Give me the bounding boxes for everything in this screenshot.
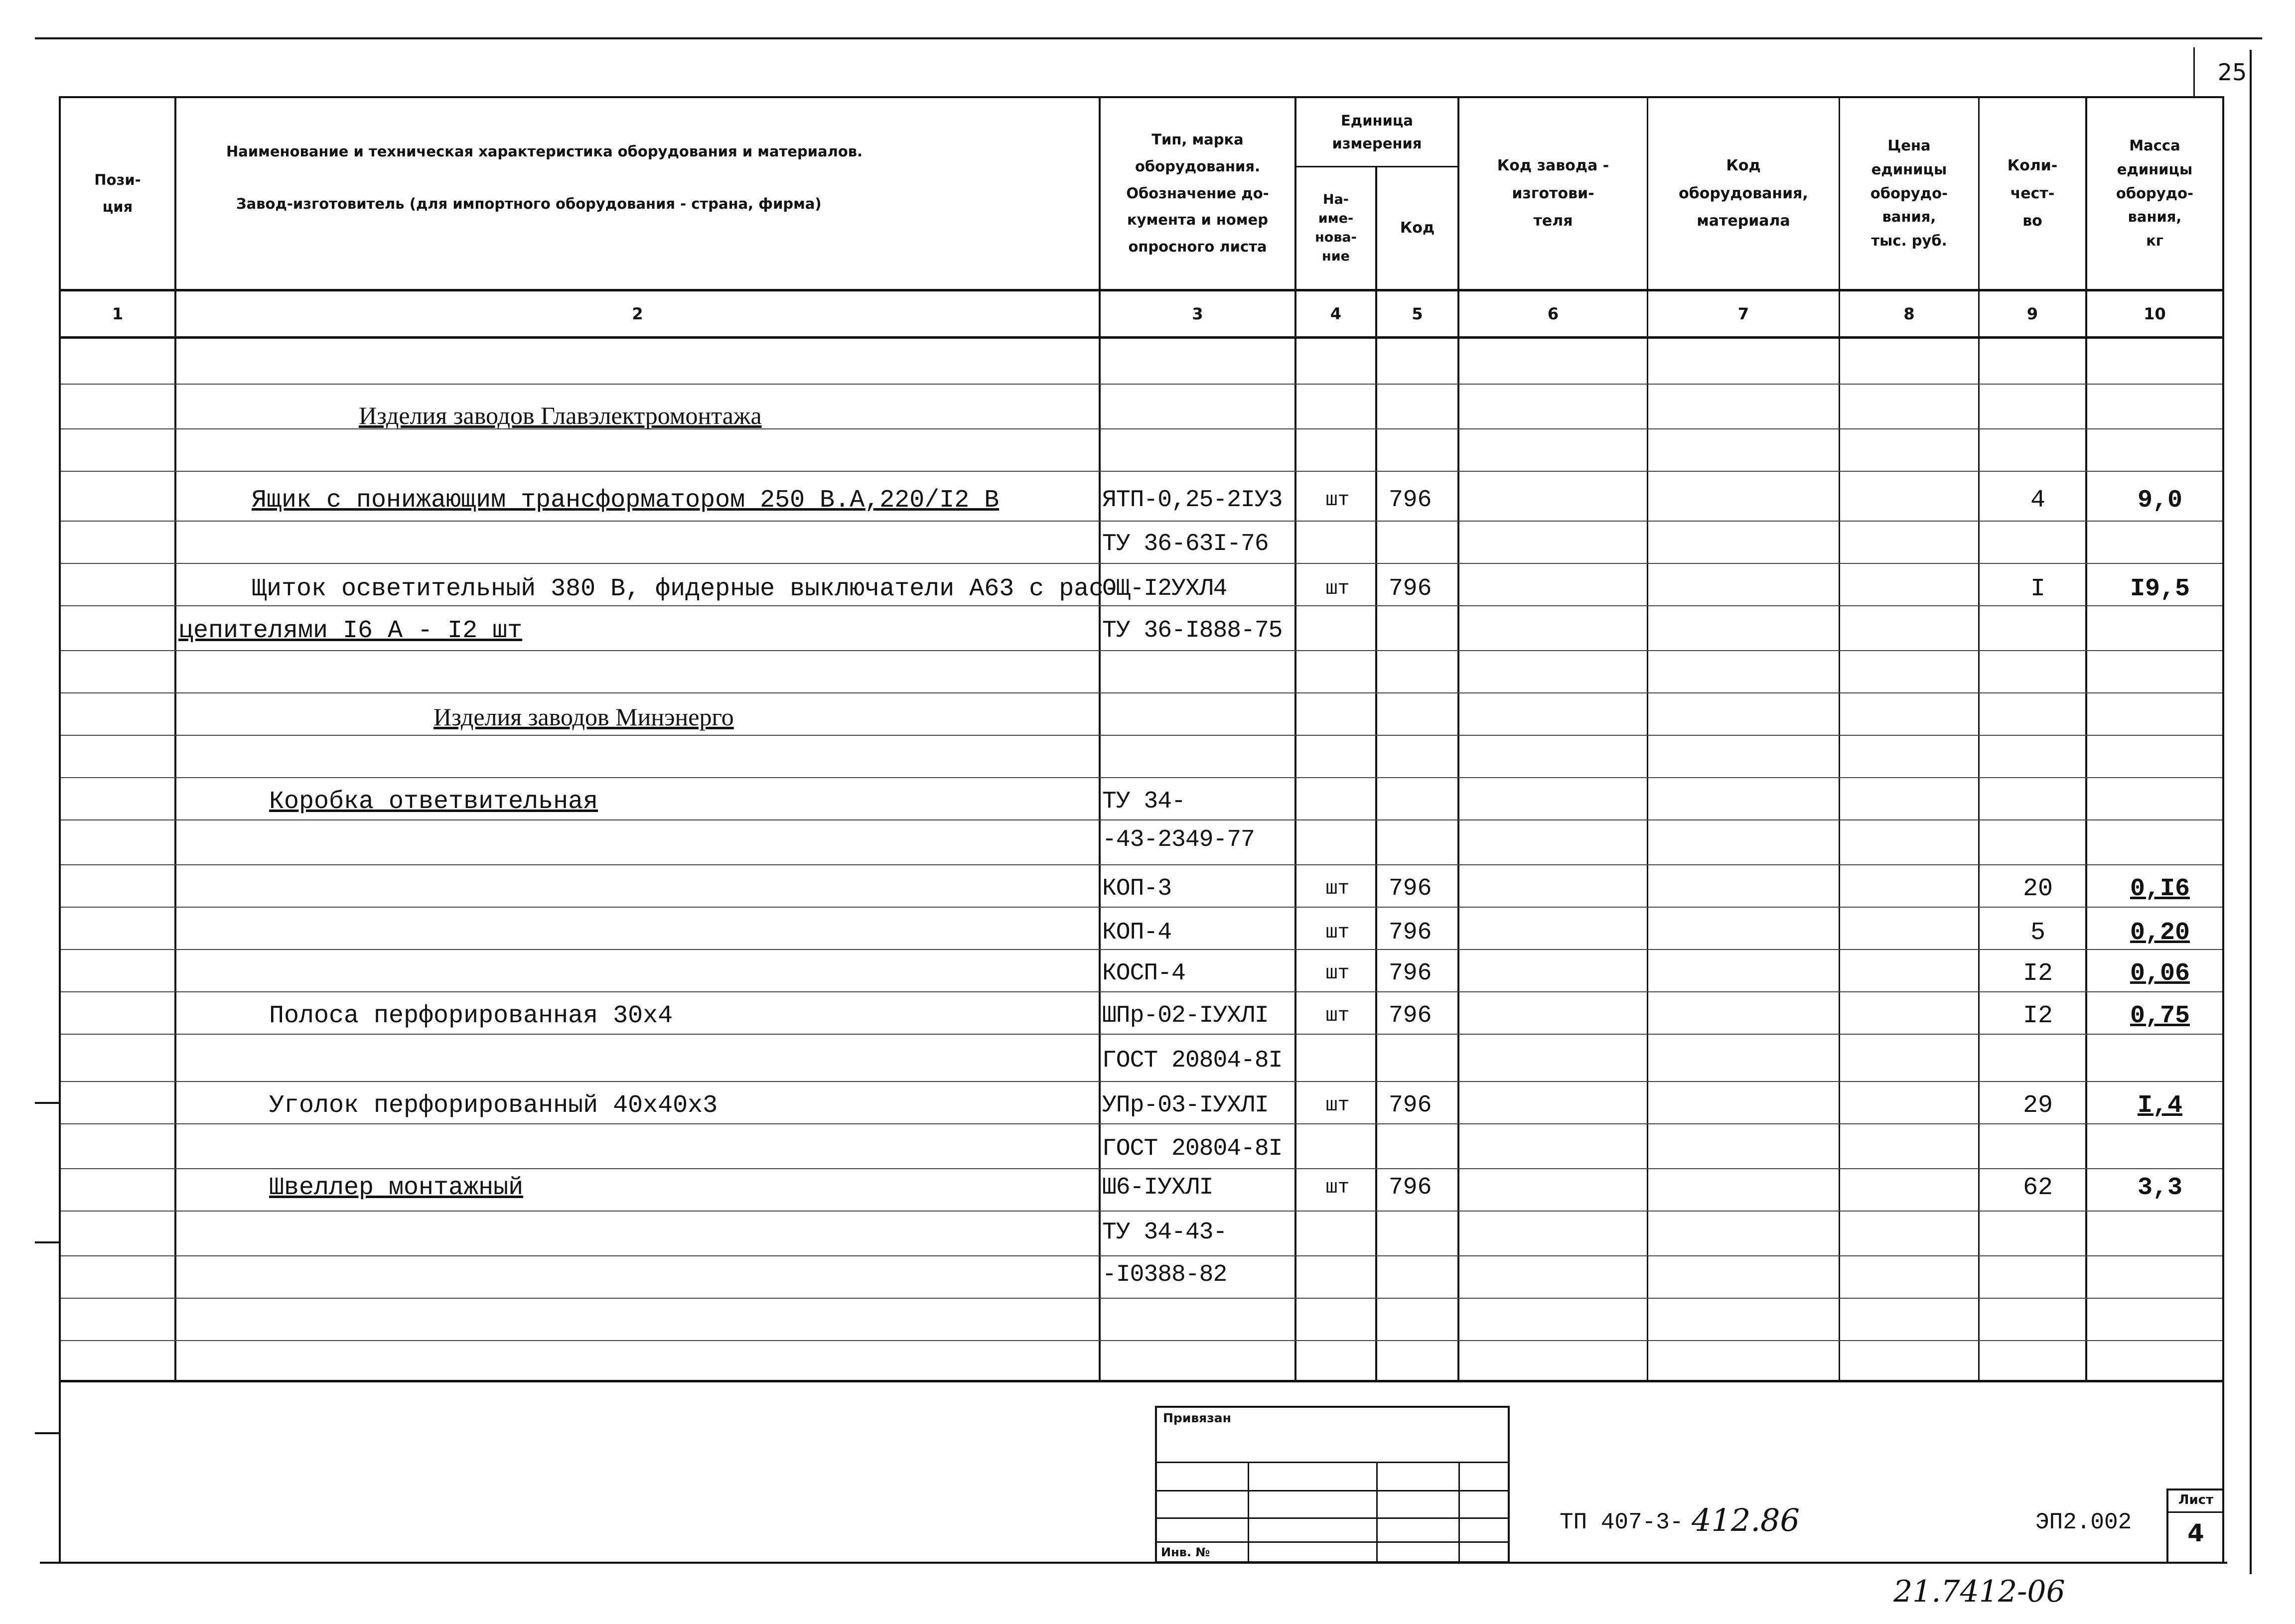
bottom-handwritten-number: 21.7412-06	[1893, 1574, 2065, 1609]
row-divider	[61, 471, 2222, 472]
item-mass: 0,06	[2130, 959, 2190, 988]
item-type: -43-2349-77	[1102, 826, 1255, 853]
section-title-minenergo: Изделия заводов Минэнерго	[433, 703, 734, 731]
item-type: Ш6-IУХЛI	[1102, 1174, 1213, 1201]
item-quantity: 5	[2030, 918, 2045, 947]
row-divider	[61, 384, 2222, 385]
col-line-1	[174, 96, 176, 1381]
item-mass: 9,0	[2137, 486, 2182, 515]
stamp-vline	[1248, 1462, 1249, 1564]
header-name	[176, 98, 1098, 289]
doc-code: ТП 407-3-	[1560, 1509, 1684, 1535]
header-equipment-code: Код оборудования, материала	[1679, 157, 1808, 230]
colnum-2: 2	[632, 304, 643, 323]
colnum-10: 10	[2144, 304, 2166, 323]
item-quantity: I	[2030, 574, 2045, 603]
item-mass: 0,20	[2130, 918, 2190, 947]
item-unit: шт	[1325, 1094, 1350, 1117]
sheet-number: 25	[2217, 59, 2247, 86]
margin-mark	[35, 1102, 60, 1104]
row-divider	[61, 1298, 2222, 1299]
item-unit: шт	[1325, 577, 1350, 600]
item-mass: 3,3	[2137, 1173, 2182, 1202]
item-type: ЯТП-0,25-2IУ3	[1102, 487, 1283, 514]
header-position: Пози- ция	[94, 171, 141, 215]
stamp-line	[1157, 1517, 1510, 1519]
item-unit-code: 796	[1389, 960, 1432, 987]
item-type: КОП-3	[1102, 875, 1172, 902]
header-type: Тип, марка оборудования. Обозначение до- кумента и номер опросного листа	[1126, 131, 1269, 255]
item-unit: шт	[1325, 921, 1350, 944]
row-divider	[61, 864, 2222, 865]
stamp-line	[1157, 1541, 1510, 1543]
item-quantity: 29	[2022, 1091, 2053, 1120]
item-name: Полоса перфорированная 30х4	[269, 1001, 673, 1030]
item-unit-code: 796	[1389, 875, 1432, 902]
item-type: ТУ 34-43-	[1102, 1219, 1227, 1246]
inv-no-label: Инв. №	[1161, 1545, 1210, 1559]
item-quantity: I2	[2022, 1001, 2053, 1030]
row-divider	[61, 735, 2222, 736]
approval-stamp	[1155, 1406, 1510, 1563]
header-factory-code: Код завода - изготови- теля	[1497, 157, 1609, 230]
col-line-8	[1978, 96, 1980, 1381]
item-type: -I0388-82	[1102, 1261, 1227, 1288]
item-unit: шт	[1325, 1176, 1350, 1199]
item-unit-code: 796	[1389, 487, 1432, 514]
margin-mark	[35, 1241, 60, 1243]
item-unit-code: 796	[1389, 575, 1432, 602]
colnum-9: 9	[2026, 304, 2038, 323]
item-quantity: 4	[2030, 486, 2045, 515]
item-type: ГОСТ 20804-8I	[1102, 1047, 1283, 1074]
item-mass: I,4	[2137, 1091, 2182, 1120]
item-mass: 0,I6	[2130, 874, 2190, 903]
item-name: Коробка ответвительная	[269, 787, 598, 816]
header-unit-name: На- име- нова- ние	[1315, 192, 1357, 264]
sheet-number-box-left	[2193, 47, 2195, 97]
col-line-10	[2222, 96, 2224, 1563]
item-type: УПр-03-IУХЛI	[1102, 1092, 1269, 1119]
item-type: ТУ 36-63I-76	[1102, 531, 1269, 557]
item-name: Щиток осветительный 380 В, фидерные выключатели А63 с рас-	[252, 574, 1119, 603]
list-number: 4	[2187, 1519, 2204, 1547]
item-mass: I9,5	[2130, 574, 2190, 603]
item-type: ШПр-02-IУХЛI	[1102, 1002, 1269, 1029]
margin-mark	[35, 1432, 60, 1434]
stamp-vline	[1458, 1462, 1460, 1564]
list-box	[2166, 1489, 2223, 1563]
section-title-glavelektromontazh: Изделия заводов Главэлектромонтажа	[359, 402, 762, 429]
row-divider	[61, 692, 2222, 693]
list-box-line	[2168, 1511, 2223, 1513]
header-unit-group: Единица измерения	[1332, 112, 1422, 152]
colnum-1: 1	[112, 304, 124, 323]
list-label: Лист	[2178, 1492, 2214, 1507]
item-name: Ящик с понижающим трансформатором 250 В.А,220/I2 В	[252, 486, 1000, 515]
row-divider	[61, 1340, 2222, 1341]
item-quantity: I2	[2022, 959, 2053, 988]
item-type: ГОСТ 20804-8I	[1102, 1135, 1283, 1162]
item-name: Швеллер монтажный	[269, 1173, 524, 1202]
top-border-line	[35, 37, 2262, 39]
item-name: Уголок перфорированный 40х40х3	[269, 1091, 718, 1120]
privyazan-label: Привязан	[1163, 1411, 1231, 1425]
item-unit-code: 796	[1389, 919, 1432, 946]
colnum-4: 4	[1330, 304, 1342, 323]
header-name-line2: Завод-изготовитель (для импортного оборудования - страна, фирма)	[236, 195, 822, 212]
item-quantity: 62	[2022, 1173, 2053, 1202]
item-unit: шт	[1325, 877, 1350, 900]
item-unit: шт	[1325, 962, 1350, 985]
sheet-bottom-line	[40, 1562, 2227, 1564]
item-unit-code: 796	[1389, 1174, 1432, 1201]
item-type: ТУ 36-I888-75	[1102, 617, 1283, 644]
right-edge-line	[2250, 50, 2252, 1574]
doc-suffix: ЭП2.002	[2035, 1509, 2132, 1535]
colnum-3: 3	[1192, 304, 1203, 323]
item-type: ОЩ-I2УХЛ4	[1102, 575, 1227, 602]
colnum-5: 5	[1412, 304, 1423, 323]
item-quantity: 20	[2022, 874, 2053, 903]
header-unit-code: Код	[1400, 219, 1435, 237]
header-name-line1: Наименование и техническая характеристика оборудования и материалов.	[226, 143, 863, 160]
header-price: Цена единицы оборудо- вания, тыс. руб.	[1870, 136, 1948, 250]
item-unit-code: 796	[1389, 1092, 1432, 1119]
item-type: ТУ 34-	[1102, 788, 1185, 815]
colnum-7: 7	[1737, 304, 1749, 323]
row-divider	[61, 777, 2222, 778]
header-mass: Масса единицы оборудо- вания, кг	[2116, 136, 2194, 250]
item-type: КОСП-4	[1102, 960, 1185, 987]
colnum-bottom-line	[59, 336, 2224, 339]
item-unit: шт	[1325, 489, 1350, 512]
doc-code-handwritten: 412.86	[1692, 1502, 1800, 1538]
item-unit-code: 796	[1389, 1002, 1432, 1029]
col-line-6	[1647, 96, 1648, 1381]
item-name: цепителями I6 А - I2 шт	[178, 616, 523, 645]
col-line-7	[1839, 96, 1840, 1381]
stamp-vline	[1376, 1462, 1378, 1564]
stamp-line	[1157, 1490, 1510, 1491]
stamp-line	[1157, 1462, 1510, 1463]
colnum-8: 8	[1903, 304, 1915, 323]
table-bottom-line	[59, 1380, 2224, 1382]
header-quantity: Коли- чест- во	[2007, 157, 2058, 230]
item-type: КОП-4	[1102, 919, 1172, 946]
item-mass: 0,75	[2130, 1001, 2190, 1030]
colnum-6: 6	[1547, 304, 1559, 323]
item-unit: шт	[1325, 1004, 1350, 1027]
